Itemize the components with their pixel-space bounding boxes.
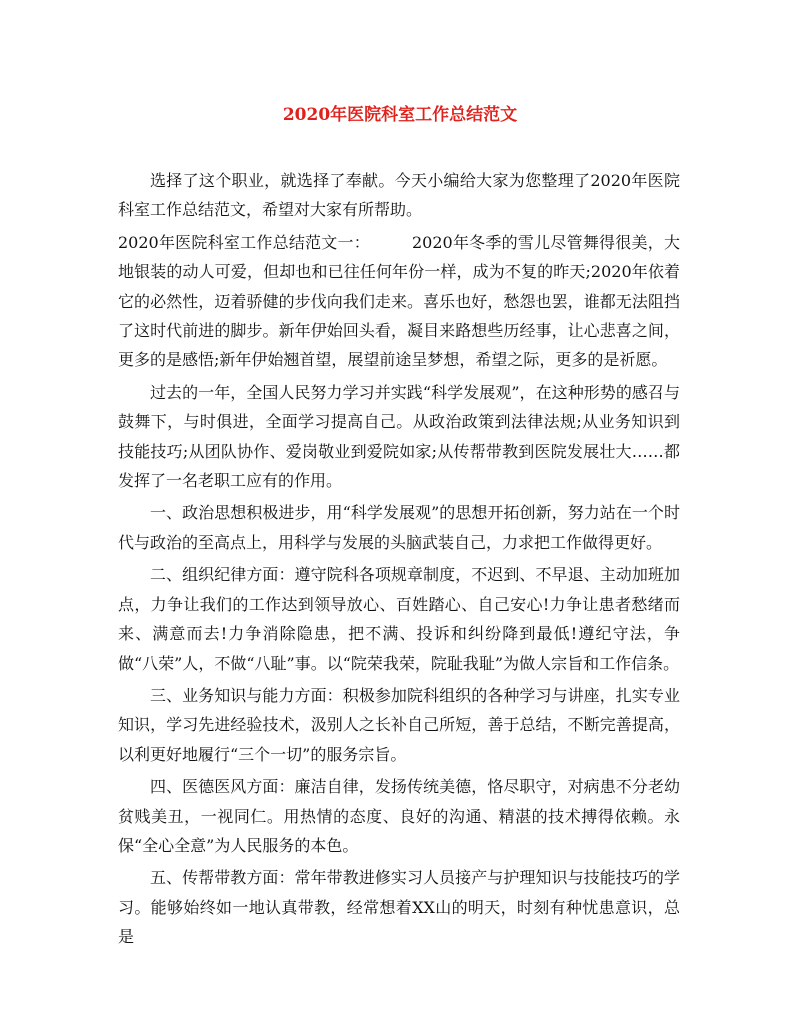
section-one-label: 2020年医院科室工作总结范文一： <box>118 232 370 252</box>
body-paragraph: 一、政治思想积极进步，用“科学发展观”的思想开拓创新，努力站在一个时代与政治的至高点上，用科学与发展的头脑武装自己，力求把工作做得更好。 <box>118 503 680 552</box>
body-paragraph: 过去的一年，全国人民努力学习并实践“科学发展观”，在这种形势的感召与鼓舞下，与时俱进，全面学习提高自己。从政治政策到法律法规;从业务知识到技能技巧;从团队协作、爱岗敬业到爱院如家;从传帮带教到医院发展壮大……都发挥了一名老职工应有的作用。 <box>118 382 680 491</box>
section-one-text: 2020年冬季的雪儿尽管舞得很美，大地银装的动人可爱，但却也和已往任何年份一样，成为不复的昨天;2020年依着它的必然性，迈着骄健的步伐向我们走来。喜乐也好，愁怨也罢，谁都无法阻挡了这时代前进的脚步。新年伊始回头看，凝目来路想些历经事，让心悲喜之间，更多的是感悟;新年伊始翘首望，展望前途呈梦想，希望之际，更多的是祈愿。 <box>118 232 680 370</box>
document-title: 2020年医院科室工作总结范文 <box>282 105 518 125</box>
section-one-paragraph <box>118 228 680 375</box>
body-paragraph: 二、组织纪律方面：遵守院科各项规章制度，不迟到、不早退、主动加班加点，力争让我们的工作达到领导放心、百姓踏心、自己安心!力争让患者愁绪而来、满意而去!力争消除隐患，把不满、投诉和纠纷降到最低!遵纪守法，争做“八荣”人，不做“八耻”事。以“院荣我荣，院耻我耻”为做人宗旨和工作信条。 <box>118 565 680 673</box>
intro-paragraph: 选择了这个职业，就选择了奉献。今天小编给大家为您整理了2020年医院科室工作总结范文，希望对大家有所帮助。 <box>118 171 680 220</box>
body-paragraph: 五、传帮带教方面：常年带教进修实习人员接产与护理知识与技能技巧的学习。能够始终如一地认真带教，经常想着XX山的明天，时刻有种忧患意识，总是 <box>118 868 680 947</box>
body-paragraph: 四、医德医风方面：廉洁自律，发扬传统美德，恪尽职守，对病患不分老幼贫贱美丑，一视同仁。用热情的态度、良好的沟通、精湛的技术搏得依赖。永保“全心全意”为人民服务的本色。 <box>118 777 680 855</box>
document-body <box>118 166 680 955</box>
body-paragraph: 三、业务知识与能力方面：积极参加院科组织的各种学习与讲座，扎实专业知识，学习先进经验技术，汲别人之长补自己所短，善于总结，不断完善提高，以利更好地履行“三个一切”的服务宗旨。 <box>118 685 680 764</box>
